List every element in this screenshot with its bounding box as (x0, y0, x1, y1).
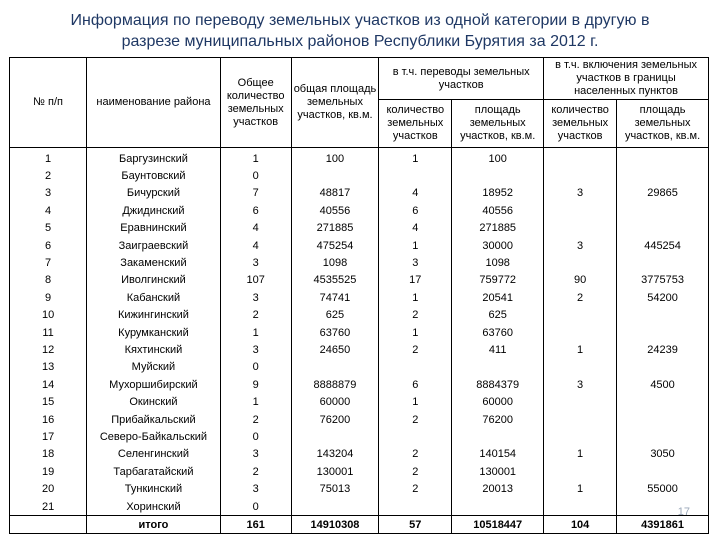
cell-num: 2 (10, 167, 87, 184)
cell-inclusion-area: 54200 (617, 289, 709, 306)
cell-district: Северо-Байкальский (87, 428, 221, 445)
cell-transfer-area: 140154 (452, 446, 544, 463)
cell-transfer-area: 411 (452, 341, 544, 358)
table-row (10, 254, 709, 271)
table-row (10, 324, 709, 341)
cell-num: 8 (10, 272, 87, 289)
cell-total-count: 0 (220, 428, 291, 445)
cell-inclusion-count (544, 202, 617, 219)
cell-num: 14 (10, 376, 87, 393)
cell-transfer-area (452, 498, 544, 516)
cell-transfer-count (379, 498, 452, 516)
header-group-transfer: в т.ч. переводы земельных участков (379, 58, 544, 100)
table-row (10, 185, 709, 202)
cell-inclusion-count (544, 463, 617, 480)
cell-total-count: 4 (220, 220, 291, 237)
table-row (10, 480, 709, 497)
cell-inclusion-area: 3050 (617, 446, 709, 463)
table-body (10, 148, 709, 516)
table-row (10, 411, 709, 428)
cell-num: 18 (10, 446, 87, 463)
total-inclusion-area: 4391861 (617, 516, 709, 534)
cell-transfer-count: 6 (379, 202, 452, 219)
cell-transfer-count: 1 (379, 393, 452, 410)
cell-transfer-count: 17 (379, 272, 452, 289)
cell-inclusion-count: 3 (544, 185, 617, 202)
cell-total-count: 0 (220, 167, 291, 184)
table-row (10, 272, 709, 289)
total-num (10, 516, 87, 534)
cell-num: 19 (10, 463, 87, 480)
cell-total-count: 3 (220, 341, 291, 358)
land-transfer-table (9, 57, 709, 534)
cell-inclusion-area: 24239 (617, 341, 709, 358)
table-row (10, 359, 709, 376)
cell-district: Кабанский (87, 289, 221, 306)
cell-num: 5 (10, 220, 87, 237)
cell-total-count: 1 (220, 393, 291, 410)
header-total-count: Общее количество земельных участков (220, 58, 291, 148)
table-row (10, 148, 709, 168)
cell-inclusion-count (544, 428, 617, 445)
cell-transfer-count (379, 359, 452, 376)
cell-num: 3 (10, 185, 87, 202)
header-total-area: общая площадь земельных участков, кв.м. (291, 58, 379, 148)
cell-transfer-area (452, 167, 544, 184)
cell-transfer-area: 1098 (452, 254, 544, 271)
cell-inclusion-count: 3 (544, 237, 617, 254)
cell-total-count: 3 (220, 289, 291, 306)
total-total-area: 14910308 (291, 516, 379, 534)
cell-inclusion-area: 445254 (617, 237, 709, 254)
cell-transfer-count: 3 (379, 254, 452, 271)
cell-district: Кяхтинский (87, 341, 221, 358)
table-row (10, 428, 709, 445)
cell-inclusion-area (617, 393, 709, 410)
cell-inclusion-count (544, 167, 617, 184)
cell-inclusion-count (544, 324, 617, 341)
table-row (10, 376, 709, 393)
cell-total-area: 625 (291, 307, 379, 324)
cell-inclusion-count (544, 148, 617, 168)
cell-transfer-count: 1 (379, 148, 452, 168)
cell-district: Баунтовский (87, 167, 221, 184)
cell-total-count: 107 (220, 272, 291, 289)
header-name: наименование района (87, 58, 221, 148)
cell-district: Селенгинский (87, 446, 221, 463)
cell-transfer-area: 271885 (452, 220, 544, 237)
cell-transfer-area: 18952 (452, 185, 544, 202)
cell-district: Заиграевский (87, 237, 221, 254)
table-row (10, 498, 709, 516)
cell-transfer-area: 30000 (452, 237, 544, 254)
cell-district: Тарбагатайский (87, 463, 221, 480)
table-row (10, 341, 709, 358)
cell-inclusion-count (544, 411, 617, 428)
cell-inclusion-count (544, 498, 617, 516)
cell-total-area: 4535525 (291, 272, 379, 289)
cell-num: 10 (10, 307, 87, 324)
cell-transfer-count: 2 (379, 446, 452, 463)
cell-transfer-count (379, 167, 452, 184)
cell-num: 12 (10, 341, 87, 358)
cell-inclusion-area: 4500 (617, 376, 709, 393)
cell-total-area (291, 167, 379, 184)
cell-district: Хоринский (87, 498, 221, 516)
cell-inclusion-count: 1 (544, 446, 617, 463)
cell-transfer-count: 2 (379, 341, 452, 358)
cell-district: Прибайкальский (87, 411, 221, 428)
cell-total-area (291, 359, 379, 376)
cell-transfer-count: 1 (379, 289, 452, 306)
cell-total-area (291, 498, 379, 516)
table-row (10, 446, 709, 463)
cell-total-count: 2 (220, 411, 291, 428)
cell-total-count: 6 (220, 202, 291, 219)
table-row (10, 463, 709, 480)
cell-inclusion-area (617, 411, 709, 428)
cell-inclusion-area (617, 167, 709, 184)
cell-transfer-area: 100 (452, 148, 544, 168)
cell-inclusion-area (617, 463, 709, 480)
cell-district: Бичурский (87, 185, 221, 202)
cell-inclusion-area (617, 307, 709, 324)
table-row (10, 393, 709, 410)
cell-num: 6 (10, 237, 87, 254)
header-inclusion-area: площадь земельных участков, кв.м. (617, 100, 709, 148)
cell-district: Закаменский (87, 254, 221, 271)
cell-inclusion-area: 29865 (617, 185, 709, 202)
cell-transfer-area: 20013 (452, 480, 544, 497)
cell-total-area: 8888879 (291, 376, 379, 393)
table-row (10, 167, 709, 184)
cell-inclusion-count (544, 359, 617, 376)
cell-transfer-area: 20541 (452, 289, 544, 306)
cell-transfer-area: 60000 (452, 393, 544, 410)
cell-inclusion-count (544, 220, 617, 237)
cell-inclusion-area: 3775753 (617, 272, 709, 289)
cell-num: 4 (10, 202, 87, 219)
cell-transfer-count: 2 (379, 480, 452, 497)
cell-inclusion-area (617, 220, 709, 237)
cell-transfer-area: 63760 (452, 324, 544, 341)
cell-transfer-area: 759772 (452, 272, 544, 289)
table-row (10, 202, 709, 219)
cell-total-count: 9 (220, 376, 291, 393)
cell-inclusion-area (617, 202, 709, 219)
cell-transfer-area: 40556 (452, 202, 544, 219)
cell-district: Окинский (87, 393, 221, 410)
total-transfer-area: 10518447 (452, 516, 544, 534)
cell-total-area: 40556 (291, 202, 379, 219)
cell-num: 11 (10, 324, 87, 341)
cell-total-area (291, 428, 379, 445)
title-line-1: Информация по переводу земельных участков из одной категории в другую в (70, 12, 650, 29)
cell-num: 13 (10, 359, 87, 376)
cell-total-area: 75013 (291, 480, 379, 497)
cell-total-area: 60000 (291, 393, 379, 410)
cell-transfer-area (452, 359, 544, 376)
cell-inclusion-area (617, 324, 709, 341)
cell-total-area: 475254 (291, 237, 379, 254)
cell-total-count: 1 (220, 324, 291, 341)
page-number: 17 (677, 506, 690, 518)
cell-inclusion-count: 2 (544, 289, 617, 306)
cell-transfer-area (452, 428, 544, 445)
cell-district: Баргузинский (87, 148, 221, 168)
cell-transfer-count: 1 (379, 324, 452, 341)
table-row (10, 307, 709, 324)
cell-transfer-area: 625 (452, 307, 544, 324)
cell-num: 1 (10, 148, 87, 168)
cell-total-area: 76200 (291, 411, 379, 428)
cell-inclusion-area (617, 498, 709, 516)
cell-num: 21 (10, 498, 87, 516)
total-transfer-count: 57 (379, 516, 452, 534)
cell-transfer-area: 8884379 (452, 376, 544, 393)
header-transfer-area: площадь земельных участков, кв.м. (452, 100, 544, 148)
cell-total-area: 130001 (291, 463, 379, 480)
header-group-inclusion: в т.ч. включения земельных участков в границы населенных пунктов (544, 58, 709, 100)
cell-total-area: 143204 (291, 446, 379, 463)
table-row (10, 237, 709, 254)
cell-district: Муйский (87, 359, 221, 376)
page-title (20, 10, 700, 52)
cell-total-area: 271885 (291, 220, 379, 237)
cell-inclusion-count: 3 (544, 376, 617, 393)
cell-total-area: 74741 (291, 289, 379, 306)
cell-total-count: 1 (220, 148, 291, 168)
cell-district: Тункинский (87, 480, 221, 497)
cell-num: 7 (10, 254, 87, 271)
header-inclusion-count: количество земельных участков (544, 100, 617, 148)
cell-total-count: 7 (220, 185, 291, 202)
cell-transfer-count: 4 (379, 220, 452, 237)
cell-transfer-count: 2 (379, 307, 452, 324)
cell-total-area: 24650 (291, 341, 379, 358)
cell-total-count: 0 (220, 498, 291, 516)
cell-num: 16 (10, 411, 87, 428)
table-row (10, 289, 709, 306)
cell-num: 20 (10, 480, 87, 497)
cell-total-count: 3 (220, 480, 291, 497)
cell-transfer-count: 2 (379, 463, 452, 480)
cell-num: 15 (10, 393, 87, 410)
cell-inclusion-count: 1 (544, 341, 617, 358)
title-line-2: разрезе муниципальных районов Республики Бурятия за 2012 г. (121, 33, 599, 50)
total-label: итого (87, 516, 221, 534)
cell-total-area: 63760 (291, 324, 379, 341)
cell-transfer-count: 1 (379, 237, 452, 254)
cell-inclusion-count: 1 (544, 480, 617, 497)
header-transfer-count: количество земельных участков (379, 100, 452, 148)
cell-total-count: 3 (220, 446, 291, 463)
total-inclusion-count: 104 (544, 516, 617, 534)
cell-total-area: 100 (291, 148, 379, 168)
cell-total-count: 0 (220, 359, 291, 376)
cell-transfer-count: 2 (379, 411, 452, 428)
header-num: № п/п (10, 58, 87, 148)
cell-inclusion-area (617, 148, 709, 168)
cell-total-area: 1098 (291, 254, 379, 271)
cell-inclusion-count (544, 254, 617, 271)
table-row (10, 220, 709, 237)
cell-total-count: 2 (220, 307, 291, 324)
cell-inclusion-count (544, 307, 617, 324)
cell-inclusion-area: 55000 (617, 480, 709, 497)
total-row (10, 516, 709, 534)
cell-inclusion-area (617, 359, 709, 376)
cell-district: Курумканский (87, 324, 221, 341)
cell-total-count: 4 (220, 237, 291, 254)
cell-transfer-count (379, 428, 452, 445)
cell-transfer-area: 76200 (452, 411, 544, 428)
cell-transfer-count: 6 (379, 376, 452, 393)
cell-total-count: 2 (220, 463, 291, 480)
cell-district: Еравнинский (87, 220, 221, 237)
cell-num: 17 (10, 428, 87, 445)
cell-inclusion-count (544, 393, 617, 410)
cell-inclusion-count: 90 (544, 272, 617, 289)
cell-total-area: 48817 (291, 185, 379, 202)
cell-num: 9 (10, 289, 87, 306)
cell-inclusion-area (617, 428, 709, 445)
cell-district: Кижингинский (87, 307, 221, 324)
cell-transfer-area: 130001 (452, 463, 544, 480)
total-total-count: 161 (220, 516, 291, 534)
cell-inclusion-area (617, 254, 709, 271)
cell-district: Иволгинский (87, 272, 221, 289)
cell-transfer-count: 4 (379, 185, 452, 202)
cell-district: Джидинский (87, 202, 221, 219)
cell-total-count: 3 (220, 254, 291, 271)
cell-district: Мухоршибирский (87, 376, 221, 393)
